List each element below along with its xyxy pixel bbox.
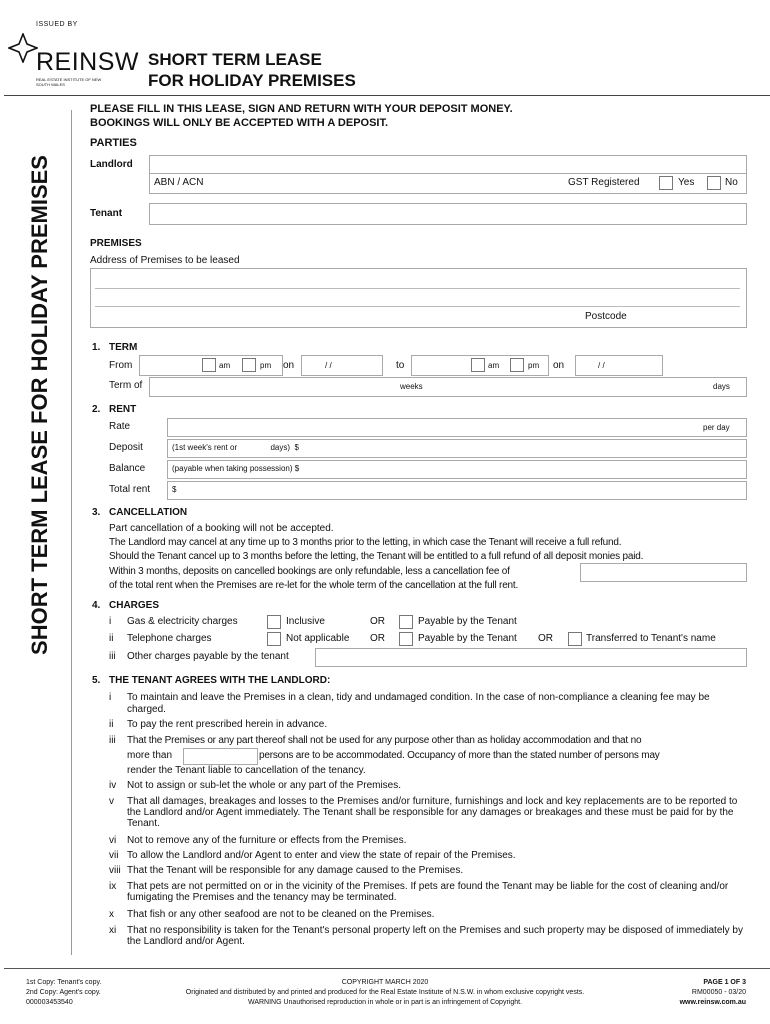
to-pm-checkbox[interactable] xyxy=(510,358,524,372)
phone-or2-label: OR xyxy=(538,633,553,644)
instructions-line1: PLEASE FILL IN THIS LEASE, SIGN AND RETURN WITH YOUR DEPOSIT MONEY. xyxy=(90,103,513,115)
header-divider xyxy=(4,95,770,96)
page-title-line1: SHORT TERM LEASE xyxy=(148,50,322,69)
from-date-sep: / / xyxy=(325,361,332,370)
total-rent-hint: $ xyxy=(172,485,177,494)
from-date-input[interactable] xyxy=(301,355,383,376)
agree-num-iii: iii xyxy=(109,735,116,746)
from-pm-checkbox[interactable] xyxy=(242,358,256,372)
footer-copy1: 1st Copy: Tenant's copy. xyxy=(26,979,102,986)
footer-copyright: COPYRIGHT MARCH 2020 xyxy=(341,979,429,986)
phone-payable-checkbox[interactable] xyxy=(399,632,413,646)
tenant-label: Tenant xyxy=(90,208,123,219)
gst-yes-label: Yes xyxy=(678,177,695,188)
phone-transferred-checkbox[interactable] xyxy=(568,632,582,646)
cancellation-number: 3. xyxy=(92,507,101,518)
phone-transferred-label: Transferred to Tenant's name xyxy=(586,633,716,644)
agree-item-ix: That pets are not permitted on or in the vicinity of the Premises. If pets are found the Tenant may be liable for the cost of cleaning and/or fumigating the Premises and the tenancy may be terminated. xyxy=(127,881,729,903)
cancellation-fee-input[interactable] xyxy=(580,563,747,582)
phone-na-checkbox[interactable] xyxy=(267,632,281,646)
tenant-input[interactable] xyxy=(149,203,747,225)
gas-or-label: OR xyxy=(370,616,385,627)
gst-no-label: No xyxy=(725,177,738,188)
agree-item-i: To maintain and leave the Premises in a clean, tidy and undamaged condition. In the case of non-compliance a cleaning fee may be charged. xyxy=(127,692,710,715)
per-day-label: per day xyxy=(703,423,730,432)
instructions-line2: BOOKINGS WILL ONLY BE ACCEPTED WITH A DEPOSIT. xyxy=(90,117,389,129)
gst-yes-checkbox[interactable] xyxy=(659,176,673,190)
max-persons-input[interactable] xyxy=(183,748,258,765)
to-pm-label: pm xyxy=(528,361,540,370)
balance-label: Balance xyxy=(109,463,146,474)
from-am-label: am xyxy=(219,361,231,370)
premises-heading: PREMISES xyxy=(90,238,142,249)
agree-item-iii: That the Premises or any part thereof shall not be used for any purpose other than as holiday accommodation and that no xyxy=(127,735,642,746)
address-line-2 xyxy=(95,306,740,307)
cancellation-heading: CANCELLATION xyxy=(109,507,188,518)
to-am-checkbox[interactable] xyxy=(471,358,485,372)
charges-iii: iii xyxy=(109,651,116,662)
total-rent-label: Total rent xyxy=(109,484,151,495)
landlord-label: Landlord xyxy=(90,159,133,170)
from-pm-label: pm xyxy=(260,361,272,370)
phone-payable-label: Payable by the Tenant xyxy=(418,633,517,644)
footer-originated: Originated and distributed by and printed and produced for the Real Estate Institute of N.S.W. in whom exclusive copyright vests. xyxy=(185,989,585,996)
charges-ii: ii xyxy=(109,633,114,644)
agree-item-vi: Not to remove any of the furniture or effects from the Premises. xyxy=(127,835,407,846)
from-am-checkbox[interactable] xyxy=(202,358,216,372)
landlord-input[interactable] xyxy=(149,155,747,175)
other-charges-input[interactable] xyxy=(315,648,747,667)
agree-num-viii: viii xyxy=(109,865,121,876)
side-title: SHORT TERM LEASE FOR HOLIDAY PREMISES xyxy=(27,155,52,655)
term-of-input[interactable] xyxy=(149,377,747,397)
agree-num-ix: ix xyxy=(109,881,117,892)
phone-na-label: Not applicable xyxy=(286,633,350,644)
footer-form-code: RM00050 - 03/20 xyxy=(691,989,746,996)
rent-number: 2. xyxy=(92,404,101,415)
to-am-label: am xyxy=(488,361,500,370)
footer-website[interactable]: www.reinsw.com.au xyxy=(679,999,746,1006)
days-label: days xyxy=(713,382,730,391)
agrees-heading: THE TENANT AGREES WITH THE LANDLORD: xyxy=(109,675,331,686)
to-date-input[interactable] xyxy=(575,355,663,376)
agree-item-viii: That the Tenant will be responsible for any damage caused to the Premises. xyxy=(127,865,464,876)
phone-or-label: OR xyxy=(370,633,385,644)
logo-brand: REINSW xyxy=(36,48,139,76)
footer-divider xyxy=(4,968,770,969)
agree-item-iv: Not to assign or sub-let the whole or any part of the Premises. xyxy=(127,780,402,791)
side-title-area xyxy=(24,145,56,665)
agree-iii-rest: persons are to be accommodated. Occupancy of more than the stated number of persons may xyxy=(259,750,660,761)
footer-copy2: 2nd Copy: Agent's copy. xyxy=(26,989,101,996)
deposit-hint: (1st week's rent or days) $ xyxy=(172,443,299,452)
term-number: 1. xyxy=(92,342,101,353)
cancellation-line1: Part cancellation of a booking will not be accepted. xyxy=(109,523,334,534)
page-title-line2: FOR HOLIDAY PREMISES xyxy=(148,71,356,90)
agree-num-x: x xyxy=(109,909,114,920)
agree-num-ii: ii xyxy=(109,719,114,730)
cancellation-line3: Should the Tenant cancel up to 3 months before the letting, the Tenant will be entitled to a full refund of all deposit monies paid. xyxy=(109,551,644,562)
charges-i: i xyxy=(109,616,112,627)
footer-warning: WARNING Unauthorised reproduction in whole or in part is an infringement of Copyright. xyxy=(247,999,523,1006)
agree-num-iv: iv xyxy=(109,780,117,791)
to-date-sep: / / xyxy=(598,361,605,370)
agree-iii-line3: render the Tenant liable to cancellation of the tenancy. xyxy=(127,765,366,776)
to-on-label: on xyxy=(553,360,565,371)
agree-num-i: i xyxy=(109,692,112,703)
agree-item-v: That all damages, breakages and losses to the Premises and/or furniture, furnishings and lock and key replacements are to be reported to the Landlord and/or Agent immediately. The Tenant shall be responsible for any damages or breakages and these must be paid for by the Tenant. xyxy=(127,796,738,829)
address-label: Address of Premises to be leased xyxy=(90,255,240,266)
issued-by-label: ISSUED BY xyxy=(36,21,78,28)
term-heading: TERM xyxy=(109,342,138,353)
agree-item-ii: To pay the rent prescribed herein in advance. xyxy=(127,719,328,730)
logo-tagline: REAL ESTATE INSTITUTE OF NEW SOUTH WALES xyxy=(36,77,102,87)
agrees-number: 5. xyxy=(92,675,101,686)
term-of-label: Term of xyxy=(109,380,143,391)
agree-item-vii: To allow the Landlord and/or Agent to enter and view the state of repair of the Premises. xyxy=(127,850,516,861)
term-from-label: From xyxy=(109,360,133,371)
term-to-label: to xyxy=(396,360,405,371)
total-rent-input[interactable] xyxy=(167,481,747,500)
gas-payable-label: Payable by the Tenant xyxy=(418,616,517,627)
rate-input[interactable] xyxy=(167,418,747,437)
gas-payable-checkbox[interactable] xyxy=(399,615,413,629)
charges-number: 4. xyxy=(92,600,101,611)
reinsw-logo-icon xyxy=(8,33,38,63)
agree-item-xi: That no responsibility is taken for the Tenant's personal property left on the Premises and such property may be disposed of immediately by the Landlord and/or Agent. xyxy=(127,925,743,947)
abn-label: ABN / ACN xyxy=(154,177,204,188)
agree-num-vi: vi xyxy=(109,835,117,846)
parties-heading: PARTIES xyxy=(90,137,137,149)
side-divider xyxy=(71,110,72,955)
gas-inclusive-checkbox[interactable] xyxy=(267,615,281,629)
address-input[interactable] xyxy=(90,268,747,328)
rate-label: Rate xyxy=(109,421,131,432)
gas-inclusive-label: Inclusive xyxy=(286,616,325,627)
agree-num-vii: vii xyxy=(109,850,119,861)
other-charges-label: Other charges payable by the tenant xyxy=(127,651,289,662)
gas-label: Gas & electricity charges xyxy=(127,616,238,627)
agree-item-x: That fish or any other seafood are not to be cleaned on the Premises. xyxy=(127,909,435,920)
address-line-1 xyxy=(95,288,740,289)
agree-iii-more-than: more than xyxy=(127,750,173,761)
balance-hint: (payable when taking possession) $ xyxy=(172,464,300,473)
gst-label: GST Registered xyxy=(568,177,640,188)
gst-no-checkbox[interactable] xyxy=(707,176,721,190)
rent-heading: RENT xyxy=(109,404,137,415)
cancellation-line2: The Landlord may cancel at any time up to 3 months prior to the letting, in which case the Tenant will receive a full refund. xyxy=(109,537,622,548)
cancellation-line5: of the total rent when the Premises are re-let for the whole term of the cancellation at the full rent. xyxy=(109,580,519,591)
postcode-label: Postcode xyxy=(585,311,627,322)
footer-page: PAGE 1 OF 3 xyxy=(703,979,746,986)
weeks-label: weeks xyxy=(400,382,423,391)
agree-num-xi: xi xyxy=(109,925,117,936)
deposit-label: Deposit xyxy=(109,442,143,453)
agree-num-v: v xyxy=(109,796,114,807)
footer-doc-number: 000003453540 xyxy=(26,999,73,1006)
charges-heading: CHARGES xyxy=(109,600,160,611)
from-on-label: on xyxy=(283,360,295,371)
cancellation-line4: Within 3 months, deposits on cancelled bookings are only refundable, less a cancellation fee of xyxy=(109,566,510,577)
abn-row xyxy=(149,173,747,194)
phone-label: Telephone charges xyxy=(127,633,212,644)
